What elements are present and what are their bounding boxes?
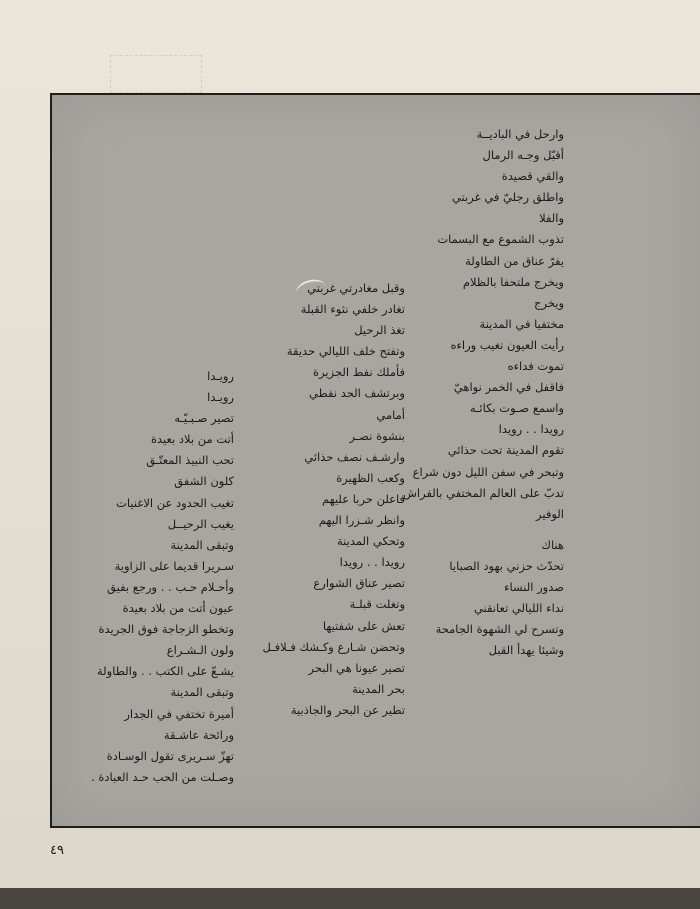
- poem-line: تموت فداءه: [507, 359, 564, 374]
- poem-line: تطير عن البحر والجاذبية: [290, 702, 405, 717]
- poem-line: أتت من بلاد بعيدة: [150, 432, 234, 447]
- poem-line: رويدا . . رويدا: [339, 555, 405, 570]
- poem-line: عيون أتت من بلاد بعيدة: [122, 601, 234, 616]
- poem-line: تقوم المدينة تحت حذائي: [447, 443, 564, 458]
- poem-line: والفلا: [539, 211, 564, 226]
- poem-line: وصـلت من الحب حـد العبادة .: [91, 769, 234, 784]
- poem-line: تصير صـبـيّـه: [174, 411, 234, 426]
- poem-line: وتبقى المدينة: [170, 685, 234, 700]
- poem-line: وتفتح خلف الليالي حديقة: [286, 344, 405, 359]
- poem-line: نداء الليالي تعانقني: [473, 601, 564, 616]
- poem-line: فأملك نفط الجزيرة: [313, 365, 405, 380]
- poem-line: رويـدا: [207, 390, 234, 405]
- poem-line: تحدّث حزني بهود الصبايا: [449, 558, 564, 573]
- poem-line: وتخطو الزجاجة فوق الجريدة: [98, 622, 234, 637]
- poem-line: تصير عناق الشوارع: [313, 576, 405, 591]
- poem-line: وكعب الظهيرة: [336, 470, 405, 485]
- poem-line: وأحـلام حـب . . ورجع بفيق: [107, 579, 234, 594]
- poem-line: رويدا . . رويدا: [498, 422, 564, 437]
- page-number: ٤٩: [50, 843, 64, 858]
- poem-line: وبرتشف الحد نفطي: [309, 386, 405, 401]
- poem-line: ويخرج ملتحفا بالظلام: [462, 274, 564, 289]
- poem-line: يفرّ عناق من الطاولة: [465, 253, 564, 268]
- poem-line: وتحكي المدينة: [337, 534, 405, 549]
- poem-line: فاقفل في الخمر نواهيّ: [453, 380, 564, 395]
- poem-line: مختفيا في المدينة: [479, 316, 564, 331]
- poem-line: تغذ الرحيل: [354, 323, 405, 338]
- poem-column-left: [44, 366, 234, 788]
- poem-line: ولون الـشـراع: [166, 643, 234, 658]
- poem-line: بحر المدينة: [352, 681, 405, 696]
- poem-line: وقبل مغادرتي غربتي: [307, 281, 405, 295]
- poem-line: تعش على شفتيها: [322, 618, 405, 633]
- poem-line: تهزّ سـريرى تقول الوسـادة: [106, 748, 234, 763]
- poem-line: تدبّ على العالم المختفي بالفراش: [402, 485, 564, 500]
- poem-line: يشـعّ على الكتب . . والطاولة: [96, 664, 234, 679]
- scan-edge-band: [0, 888, 700, 909]
- poem-line: صدور النساء: [504, 579, 564, 594]
- poem-line: وتبقى المدينة: [170, 537, 234, 552]
- poem-line: وانظر شـزرا اليهم: [318, 513, 405, 528]
- poem-line: وارشـف نصف حذائي: [304, 449, 405, 464]
- faded-stamp-mark: [110, 55, 202, 93]
- poem-line: تغادر خلفي نثوء القبلة: [300, 302, 405, 317]
- poem-line: تحب النبيذ المعتّـق: [146, 453, 234, 468]
- poem-line: كلون الشفق: [174, 474, 234, 489]
- poem-line: الوفير: [536, 506, 564, 521]
- poem-line: أمامي: [376, 407, 405, 422]
- poem-line: رأيت العيون تغيب وراءه: [450, 337, 564, 352]
- poem-line: وتبحر في سفن الليل دون شراع: [412, 464, 564, 479]
- poem-column-middle: [245, 278, 405, 721]
- poem-line: رويـدا: [207, 369, 234, 383]
- poem-line: وتغلت قبلـة: [349, 597, 405, 612]
- poem-line: تذوب الشموع مع البسمات: [437, 232, 564, 247]
- poem-line: والقي قصيدة: [501, 169, 564, 184]
- poem-line: سـريرا قديما على الزاوية: [114, 558, 234, 573]
- poem-line: ورائحة عاشـقة: [163, 727, 234, 742]
- poem-line: يغيب الرحيــل: [167, 516, 234, 531]
- poem-line: بنشوة نصـر: [349, 428, 405, 443]
- poem-line: فاعلن حربا عليهم: [322, 491, 405, 506]
- poem-line: هناك: [541, 537, 564, 552]
- poem-line: وتسرح لي الشهوة الجامحة: [435, 622, 564, 637]
- poem-line: ويخرج: [534, 295, 564, 310]
- poem-line: أقبّل وجـه الرمال: [482, 148, 564, 163]
- poem-line: واسمع صـوت بكائـه: [469, 401, 564, 416]
- poem-line: واطلق رجليّ في غربتي: [451, 190, 564, 205]
- poem-line: وتحضن شـارع وكـشك فـلافـل: [262, 639, 405, 654]
- poem-line: تصير عيونا هي البحر: [308, 660, 405, 675]
- poem-line: أميرة تختفي في الجدار: [124, 706, 234, 721]
- poem-line: تغيب الحدود عن الاغنيات: [116, 495, 234, 510]
- poem-line: وارحل في الباديــة: [476, 127, 564, 141]
- poem-line: وشيئا يهدأ القبل: [488, 643, 564, 658]
